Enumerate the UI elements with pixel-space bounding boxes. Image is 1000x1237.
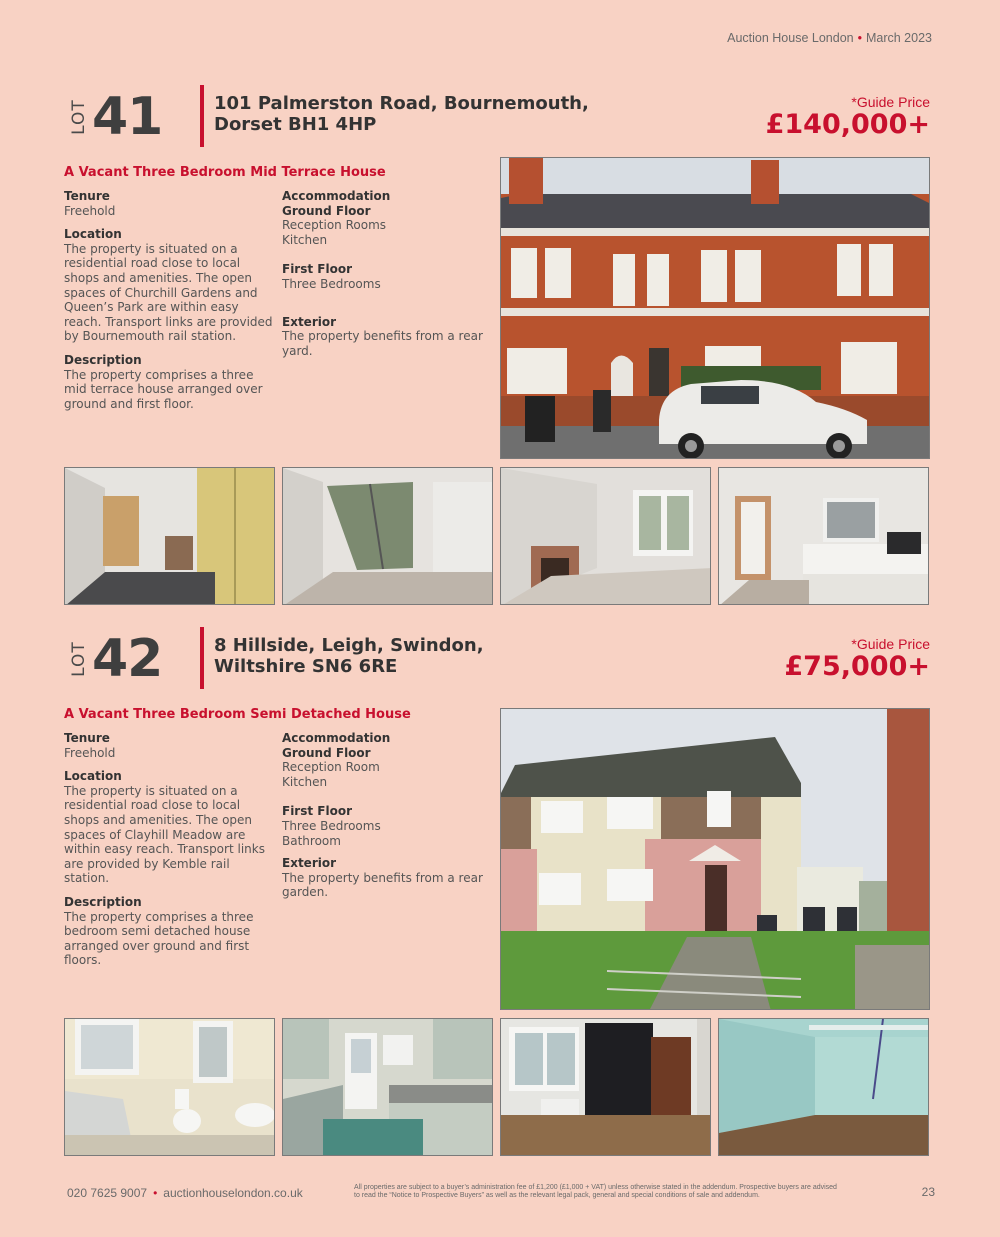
- ground-floor-item: Reception Room: [282, 760, 380, 775]
- property-details-left: [64, 731, 276, 977]
- accommodation-heading: Accommodation: [282, 731, 391, 745]
- separator-dot: •: [857, 31, 862, 45]
- lot-header: [64, 85, 930, 149]
- property-subtitle: A Vacant Three Bedroom Mid Terrace House: [64, 165, 386, 180]
- interior-photo-bedroom: [500, 1018, 711, 1156]
- tenure-heading: Tenure: [64, 731, 110, 745]
- interior-photo-bathroom: [64, 1018, 275, 1156]
- exterior-heading: Exterior: [282, 314, 337, 329]
- guide-price-label: *Guide Price: [851, 636, 930, 652]
- interior-photo-kitchen: [282, 1018, 493, 1156]
- exterior-text: The property benefits from a rear garden.: [282, 870, 483, 900]
- tenure-value: Freehold: [64, 203, 116, 218]
- header-meta: [727, 31, 932, 45]
- description-heading: Description: [64, 352, 142, 367]
- page-footer: [67, 1184, 935, 1214]
- website-link[interactable]: auctionhouselondon.co.uk: [163, 1186, 303, 1200]
- description-text: The property comprises a three bedroom semi detached house arranged over ground and first floors.: [64, 909, 254, 968]
- address-line-1: 101 Palmerston Road, Bournemouth,: [214, 93, 589, 114]
- ground-floor-heading: Ground Floor: [282, 745, 371, 760]
- ground-floor-item: Kitchen: [282, 232, 328, 247]
- first-floor-item: Three Bedrooms: [282, 276, 381, 291]
- address-line-1: 8 Hillside, Leigh, Swindon,: [214, 635, 484, 656]
- description-text: The property comprises a three mid terrace house arranged over ground and first floor.: [64, 367, 263, 411]
- guide-price-label: *Guide Price: [851, 94, 930, 110]
- property-exterior-photo: [500, 157, 930, 459]
- lot-divider: [200, 627, 204, 689]
- guide-price: £140,000+: [765, 109, 930, 140]
- address-line-2: Wiltshire SN6 6RE: [214, 656, 398, 677]
- first-floor-item: Bathroom: [282, 833, 341, 848]
- lot-41-section: [64, 85, 930, 615]
- lot-number: 42: [92, 629, 163, 689]
- interior-photo-fireplace-room: [500, 467, 711, 605]
- location-heading: Location: [64, 769, 122, 784]
- first-floor-heading: First Floor: [282, 804, 353, 819]
- property-details-right: [282, 731, 496, 900]
- property-details-right: [282, 189, 496, 358]
- location-heading: Location: [64, 227, 122, 242]
- lot-number: 41: [92, 87, 163, 147]
- first-floor-heading: First Floor: [282, 262, 353, 277]
- ground-floor-item: Kitchen: [282, 774, 328, 789]
- interior-photo-kitchen: [718, 467, 929, 605]
- address-line-2: Dorset BH1 4HP: [214, 114, 377, 135]
- lot-label: LOT: [69, 99, 89, 135]
- phone-number[interactable]: 020 7625 9007: [67, 1186, 148, 1200]
- ground-floor-heading: Ground Floor: [282, 203, 371, 218]
- location-text: The property is situated on a residential road close to local shops and amenities. The open spaces of Clayhill Meadow are within easy reach. Transport links are provided by Kemble rail station.: [64, 783, 265, 886]
- property-exterior-photo: [500, 708, 930, 1010]
- footer-contact: [67, 1186, 303, 1200]
- guide-price: £75,000+: [784, 651, 930, 682]
- property-details-left: [64, 189, 276, 420]
- property-address: [214, 635, 484, 677]
- footer-disclaimer: All properties are subject to a buyer’s administration fee of £1,200 (£1,000 + VAT) unless otherwise stated in the addendum. Prospective buyers are advised to read the “Notice to Prospective Buyers” as well as the relevant legal pack, general and special conditions of sale and addendum.: [354, 1184, 837, 1200]
- interior-photo-empty-room: [718, 1018, 929, 1156]
- ground-floor-item: Reception Rooms: [282, 218, 387, 233]
- location-text: The property is situated on a residential road close to local shops and amenities. The open spaces of Churchill Gardens and Queen’s Park are within easy reach. Transport links are provided by Bournemouth rail station.: [64, 241, 273, 344]
- property-subtitle: A Vacant Three Bedroom Semi Detached House: [64, 707, 411, 722]
- accommodation-heading: Accommodation: [282, 189, 391, 203]
- lot-divider: [200, 85, 204, 147]
- tenure-heading: Tenure: [64, 189, 110, 203]
- lot-42-section: [64, 627, 930, 1157]
- lot-header: [64, 627, 930, 691]
- interior-photo-patio-doors: [282, 467, 493, 605]
- interior-photo-bedroom-wardrobe: [64, 467, 275, 605]
- first-floor-item: Three Bedrooms: [282, 818, 381, 833]
- property-address: [214, 93, 589, 135]
- exterior-text: The property benefits from a rear yard.: [282, 329, 483, 358]
- description-heading: Description: [64, 894, 142, 909]
- separator-dot: •: [153, 1186, 158, 1200]
- publisher-name: Auction House London: [727, 31, 854, 45]
- tenure-value: Freehold: [64, 745, 116, 760]
- lot-label: LOT: [69, 641, 89, 677]
- exterior-heading: Exterior: [282, 856, 337, 871]
- page-number: 23: [921, 1185, 935, 1199]
- issue-date: March 2023: [865, 31, 932, 45]
